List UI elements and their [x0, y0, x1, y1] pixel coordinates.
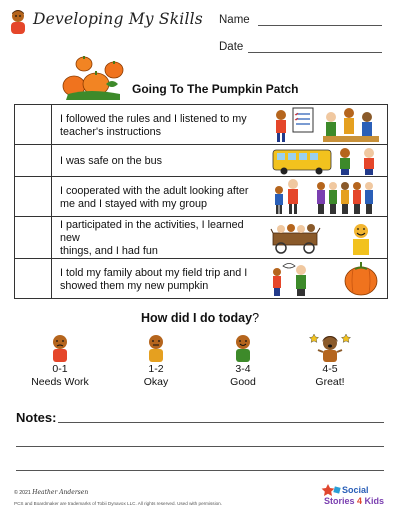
checklist-text: I followed the rules and I listened to my [60, 112, 247, 125]
brand-title: Developing My Skills [33, 10, 203, 28]
rating-needs-work[interactable]: 0-1 Needs Work [20, 332, 100, 388]
check-box[interactable] [15, 177, 52, 217]
checklist-row [15, 105, 388, 145]
rating-good[interactable]: 3-4 Good [203, 332, 283, 388]
check-box[interactable] [15, 145, 52, 177]
rating-great[interactable]: 4-5 Great! [290, 332, 370, 388]
check-box[interactable] [15, 259, 52, 299]
name-field[interactable] [258, 25, 382, 26]
checklist-text: me and I stayed with my group [60, 197, 208, 210]
notes-label: Notes: [16, 410, 57, 425]
checklist-text: I cooperated with the adult looking after [60, 184, 249, 197]
group-with-adult-icon [269, 178, 387, 216]
copyright-notice: © 2021 Heather Andersen [14, 489, 89, 496]
checklist-text: I participated in the activities, I learned new [60, 219, 244, 244]
checklist-text: things, and I had fun [60, 245, 158, 257]
notes-line[interactable] [16, 446, 384, 447]
checklist-text: I told my family about my field trip and I [60, 266, 248, 279]
rating-okay[interactable]: 1-2 Okay [116, 332, 196, 388]
rating-scale [0, 332, 400, 398]
happy-child-icon [228, 332, 258, 362]
date-field[interactable] [248, 52, 382, 53]
telling-family-pumpkin-icon [269, 260, 387, 298]
behavior-checklist [14, 104, 388, 299]
notes-line[interactable] [16, 470, 384, 471]
sad-child-icon [45, 332, 75, 362]
checklist-row [15, 217, 388, 259]
neutral-child-icon [141, 332, 171, 362]
rules-listening-icon [269, 106, 387, 144]
name-label: Name [219, 14, 250, 26]
checklist-text: showed them my new pumpkin [60, 279, 209, 292]
sheet-title: Going To The Pumpkin Patch [132, 82, 299, 96]
notes-line[interactable] [58, 422, 384, 423]
date-label: Date [219, 41, 244, 53]
excited-child-stars-icon [308, 332, 352, 362]
child-avatar-icon [6, 8, 30, 34]
school-bus-icon [269, 146, 387, 176]
check-box[interactable] [15, 105, 52, 145]
hayride-activity-icon [269, 219, 387, 257]
rating-question: How did I do today? [140, 311, 260, 325]
checklist-row [15, 259, 388, 299]
checklist-text: teacher's instructions [60, 125, 162, 138]
check-box[interactable] [15, 217, 52, 259]
checklist-text: I was safe on the bus [60, 155, 163, 167]
checklist-row [15, 177, 388, 217]
brand-logo: Social Stories 4 Kids [320, 483, 390, 511]
trademark-notice: PCS and Boardmaker are trademarks of Tobii Dynavox LLC. All rights reserved. Used with permission. [14, 501, 222, 506]
pumpkin-patch-illustration [60, 50, 126, 100]
checklist-row [15, 145, 388, 177]
